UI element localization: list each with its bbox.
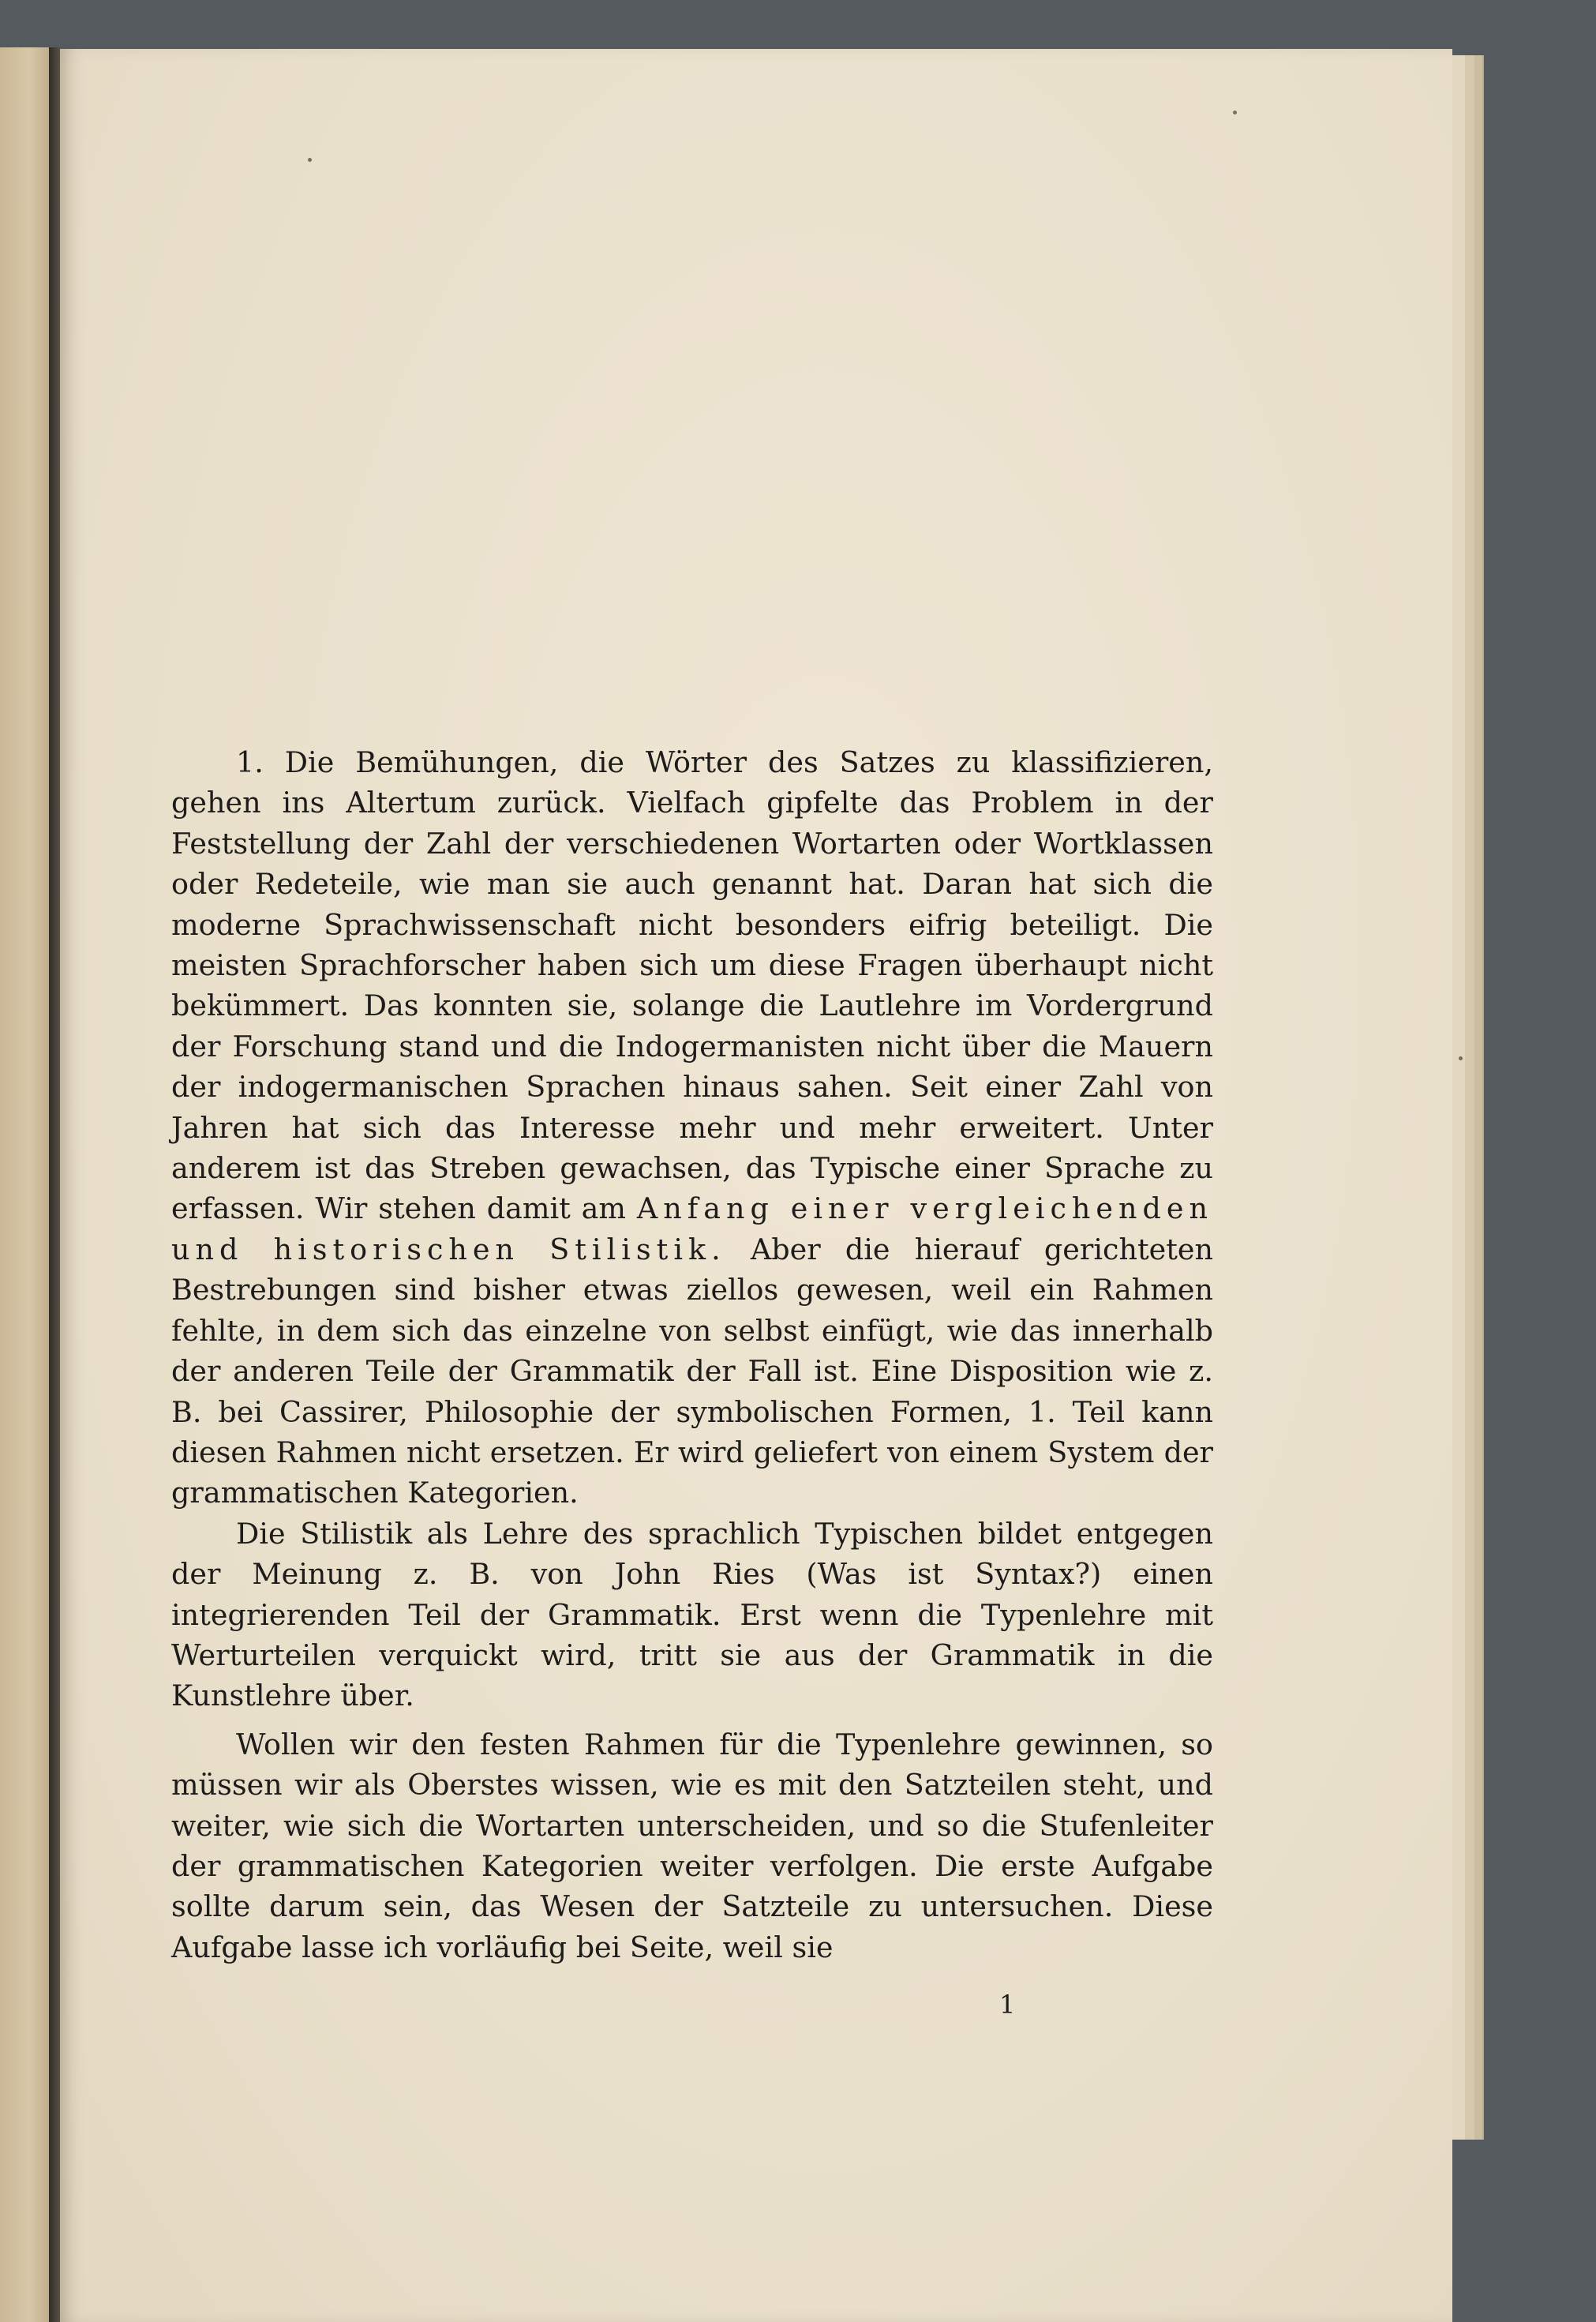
body-text	[171, 742, 1213, 1968]
paragraph-1: 1. Die Bemühungen, die Wörter des Satzes zu klassifizieren, gehen ins Altertum zurück. Vielfach gipfelte das Problem in der Feststellung der Zahl der verschiedenen Wortarten oder Wortklassen oder Redeteile, wie man sie auch genannt hat. Daran hat sich die moderne Sprachwissenschaft nicht besonders eifrig beteiligt. Die meisten Sprachforscher haben sich um diese Fragen überhaupt nicht bekümmert. Das konnten sie, solange die Lautlehre im Vordergrund der Forschung stand und die Indogermanisten nicht über die Mauern der indogermanischen Sprachen hinaus sahen. Seit einer Zahl von Jahren hat sich das Interesse mehr und mehr erweitert. Unter anderem ist das Streben gewachsen, das Typische einer Sprache zu erfassen. Wir stehen damit am Anfang einer vergleichenden und historischen Stilistik. Aber die hierauf gerichteten Bestrebungen sind bisher etwas ziellos gewesen, weil ein Rahmen fehlte, in dem sich das einzelne von selbst einfügt, wie das innerhalb der anderen Teile der Grammatik der Fall ist. Eine Disposition wie z. B. bei Cassirer, Philosophie der symbolischen Formen, 1. Teil kann diesen Rahmen nicht ersetzen. Er wird geliefert von einem System der grammatischen Kategorien.	[171, 745, 1213, 1510]
adjacent-page-edge	[0, 47, 49, 2322]
page-stack-edge	[1474, 55, 1484, 2140]
spaced-emphasis: Anfang einer vergleichenden und historischen Stilistik.	[171, 1191, 1213, 1266]
paper-speck	[308, 158, 312, 162]
paragraph-3: Wollen wir den festen Rahmen für die Typenlehre gewinnen, so müssen wir als Oberstes wissen, wie es mit den Satzteilen steht, und weiter, wie sich die Wortarten unterscheiden, und so die Stufenleiter der grammatischen Kategorien weiter verfolgen. Die erste Aufgabe sollte darum sein, das Wesen der Satzteile zu untersuchen. Diese Aufgabe lasse ich vorläufig bei Seite, weil sie	[171, 1727, 1213, 1964]
book-gutter	[49, 47, 60, 2322]
page-number: 1	[999, 1990, 1016, 2020]
paper-speck	[1233, 111, 1237, 114]
paragraph-2: Die Stilistik als Lehre des sprachlich Typischen bildet entgegen der Meinung z. B. von John Ries (Was ist Syntax?) einen integrierenden Teil der Grammatik. Erst wenn die Typenlehre mit Werturteilen verquickt wird, tritt sie aus der Grammatik in die Kunstlehre über.	[171, 1516, 1213, 1713]
paper-speck	[1459, 1056, 1463, 1060]
